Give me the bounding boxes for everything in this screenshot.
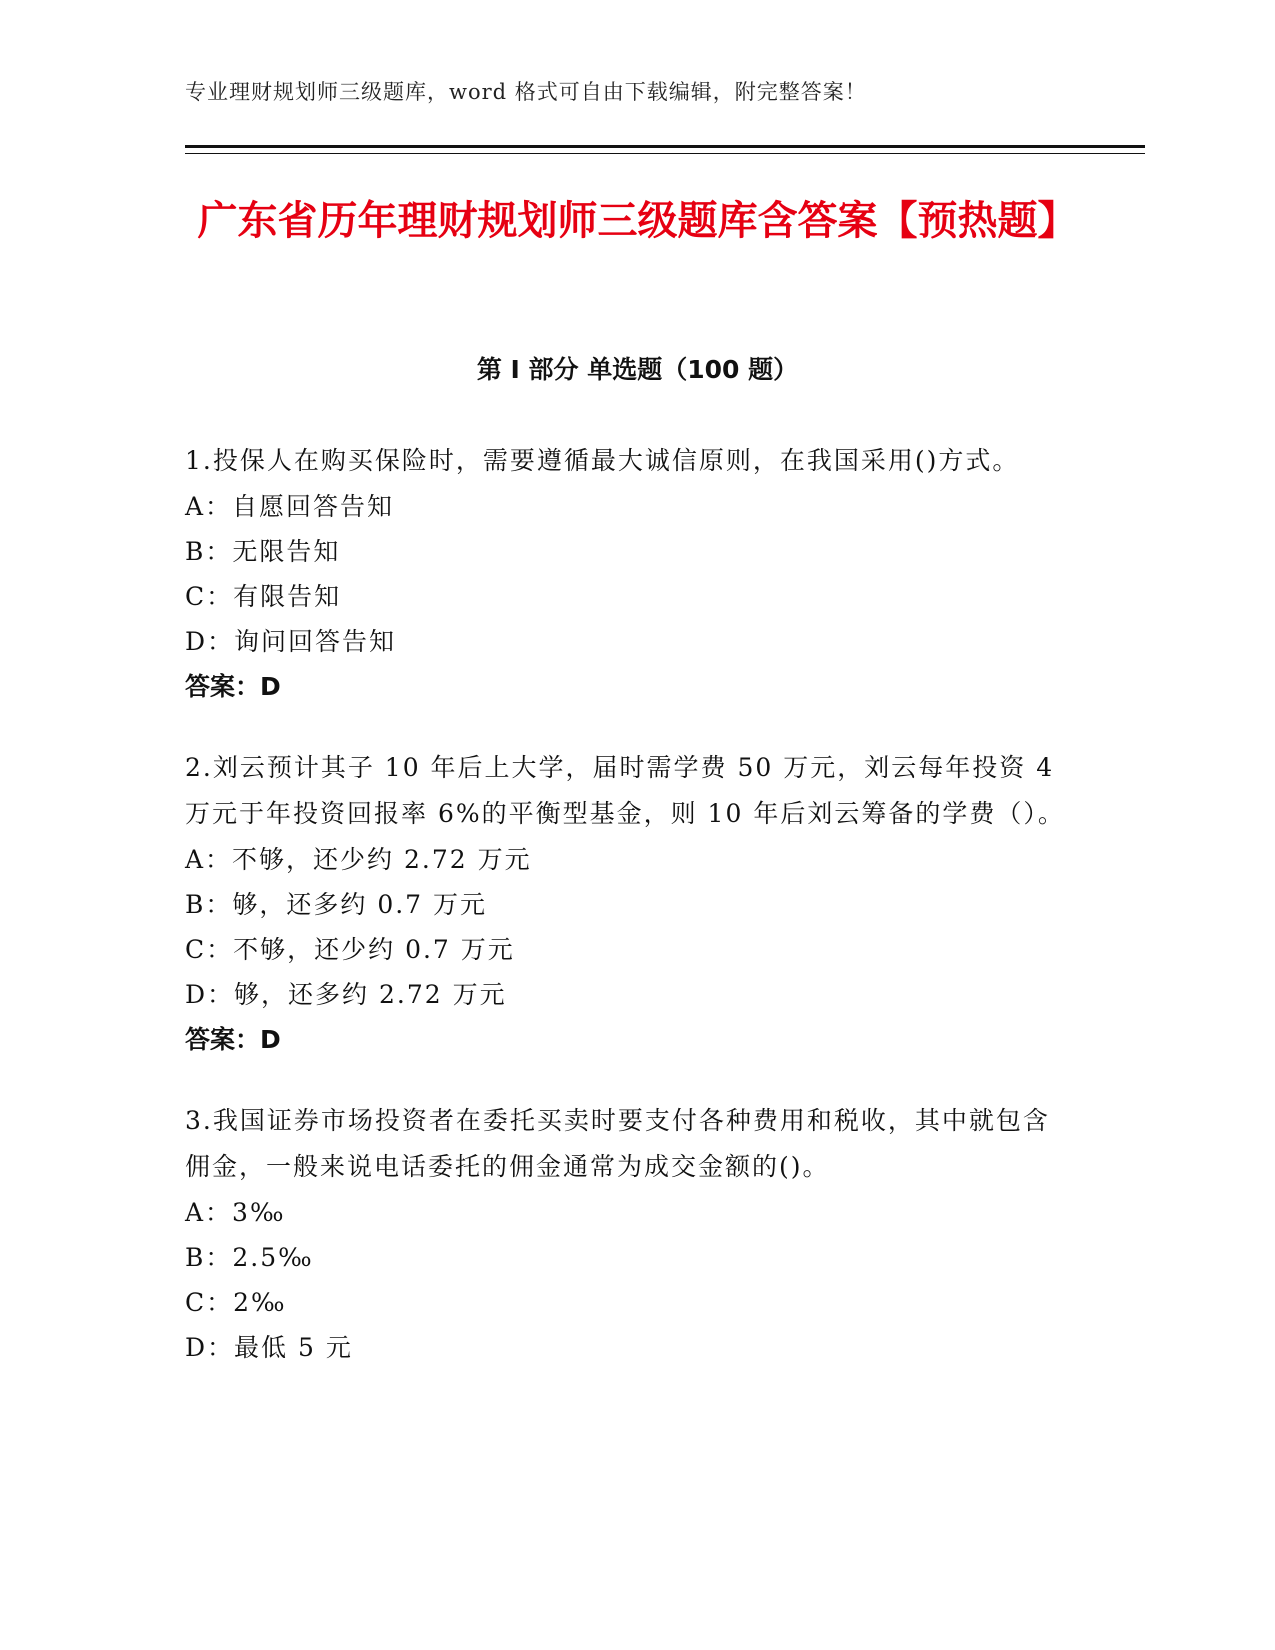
option-b: B：2.5‰	[185, 1243, 314, 1272]
option-c: C：2‰	[185, 1288, 287, 1317]
answer: 答案：D	[185, 672, 281, 701]
question-stem: 1.投保人在购买保险时，需要遵循最大诚信原则，在我国采用()方式。	[185, 446, 1020, 475]
option-c: C：有限告知	[185, 582, 342, 611]
question-3	[185, 1098, 1065, 1370]
option-a: A：3‰	[185, 1198, 286, 1227]
option-d: D：询问回答告知	[185, 627, 397, 656]
option-a: A：不够，还少约 2.72 万元	[185, 845, 532, 874]
section-heading: 第 I 部分 单选题（100 题）	[476, 355, 799, 384]
option-a: A：自愿回答告知	[185, 492, 395, 521]
question-list	[185, 438, 1065, 1406]
option-b: B：无限告知	[185, 537, 341, 566]
question-stem: 2.刘云预计其子 10 年后上大学，届时需学费 50 万元，刘云每年投资 4 万元于年投资回报率 6%的平衡型基金，则 10 年后刘云筹备的学费（）。	[185, 753, 1065, 828]
option-c: C：不够，还少约 0.7 万元	[185, 935, 515, 964]
answer: 答案：D	[185, 1025, 281, 1054]
question-2	[185, 745, 1065, 1062]
question-1	[185, 438, 1065, 709]
document-title: 广东省历年理财规划师三级题库含答案【预热题】	[197, 198, 1078, 244]
option-d: D：够，还多约 2.72 万元	[185, 980, 507, 1009]
header-divider-thick	[185, 145, 1145, 148]
option-b: B：够，还多约 0.7 万元	[185, 890, 488, 919]
question-stem: 3.我国证券市场投资者在委托买卖时要支付各种费用和税收，其中就包含佣金，一般来说电话委托的佣金通常为成交金额的()。	[185, 1106, 1050, 1181]
header-divider-thin	[185, 153, 1145, 154]
option-d: D：最低 5 元	[185, 1333, 353, 1362]
page-header: 专业理财规划师三级题库，word 格式可自由下载编辑，附完整答案！	[185, 80, 867, 104]
